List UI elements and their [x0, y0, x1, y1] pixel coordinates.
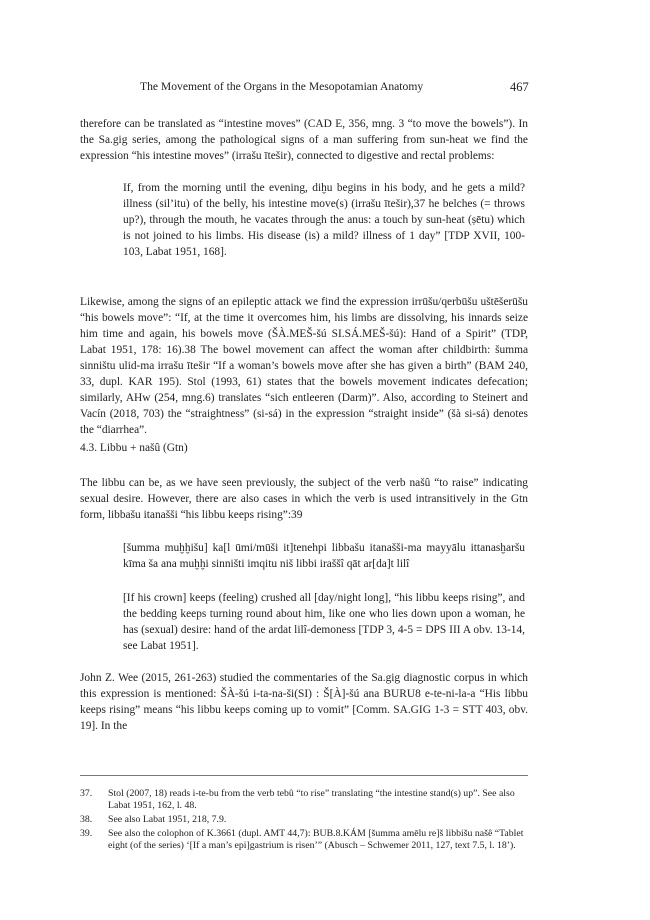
quote-2-transliteration: [šumma muḫḫišu] ka[l ūmi/mūši it]tenehpi libbašu itanašši-ma mayyālu ittanasḫaršu kīma ša ana muḫḫi sinništi imqitu niš libbi iraššî qāt ar[da]t lilî: [123, 542, 525, 570]
footnote-number: 37.: [80, 788, 93, 799]
footnote-39: [80, 828, 528, 853]
footnote-38: [80, 814, 528, 826]
footnote-text: Stol (2007, 18) reads i-te-bu from the verb tebû “to rise” translating “the intestine stand(s) up”. See also Labat 1951, 162, l. 48.: [108, 788, 515, 812]
footnote-text: See also Labat 1951, 218, 7.9.: [108, 814, 227, 825]
page-number: 467: [510, 80, 529, 94]
running-title: The Movement of the Organs in the Mesopotamian Anatomy: [140, 80, 424, 93]
footnote-text: See also the colophon of K.3661 (dupl. AMT 44,7): BUB.8.KÁM [šumma amēlu re]š libbišu našê “Tablet eight (of the series) ‘[If a man’s epi]gastrium is risen’” (Abusch – Schwemer 2011, 127, text 7.5, l. 18’).: [108, 828, 524, 852]
footnote-number: 38.: [80, 814, 93, 825]
paragraph-3: The libbu can be, as we have seen previously, the subject of the verb našû “to raise” indicating sexual desire. However, there are also cases in which the verb is used intransitively in the Gtn form, libbašu itanašši “his libbu keeps rising”:39: [80, 477, 528, 521]
paragraph-4: John Z. Wee (2015, 261-263) studied the commentaries of the Sa.gig diagnostic corpus in which this expression is mentioned: ŠÀ-šú i-ta-na-ši(SI) : Š[À]-šú ana BURU8 e-te-ni-la-a “His libbu keeps rising” means “his libbu keeps coming up to vomit” [Comm. SA.GIG 1-3 = STT 403, obv. 19]. In the: [80, 672, 528, 732]
section-heading: 4.3. Libbu + našû (Gtn): [80, 442, 188, 454]
paragraph-1: therefore can be translated as “intestine moves” (CAD E, 356, mng. 3 “to move the bowels”). In the Sa.gig series, among the pathological signs of a man suffering from sun-heat we find the expression “his intestine moves” (irrašu ītešir), connected to digestive and rectal problems:: [80, 118, 528, 162]
quote-3-translation: [If his crown] keeps (feeling) crushed all [day/night long], “his libbu keeps rising”, and the bedding keeps turning round about him, like one who lies down upon a woman, he has (sexual) desire: hand of the ardat lilî-demoness [TDP 3, 4-5 = DPS III A obv. 13-14, see Labat 1951].: [123, 592, 525, 652]
paragraph-2: Likewise, among the signs of an epileptic attack we find the expression irrūšu/qerbūšu uštēšerūšu “his bowels move”: “If, at the time it overcomes him, his limbs are dissolving, his innards seize him time and again, his bowels move (ŠÀ.MEŠ-šú SI.SÁ.MEŠ-šú): Hand of a Spirit” (TDP, Labat 1951, 178: 16).38 The bowel movement can affect the woman after childbirth: šumma sinništu ulid-ma irrašu ītešir “If a woman’s bowels move after she has given a birth” (BAM 240, 33, dupl. KAR 195). Stol (1993, 61) states that the bowels movement indicates defecation; similarly, AHw (254, mng.6) translates “sich entleeren (Darm)”. Also, according to Steinert and Vacín (2018, 703) the “straightness” (si-sá) in the expression “straight inside” (šà si-sá) denotes the “diarrhea”.: [80, 296, 528, 436]
quote-1: If, from the morning until the evening, diḫu begins in his body, and he gets a mild? illness (sil’itu) of the belly, his intestine move(s) (irrašu ītešir),37 he belches (= throws up?), through the mouth, he vacates through the anus: a touch by sun-heat (ṣētu) which is not joined to his limbs. His disease (is) a mild? illness of 1 day” [TDP XVII, 100-103, Labat 1951, 168].: [123, 182, 525, 258]
footnote-number: 39.: [80, 828, 93, 839]
footnote-divider: [80, 775, 528, 776]
footnote-37: [80, 788, 528, 813]
